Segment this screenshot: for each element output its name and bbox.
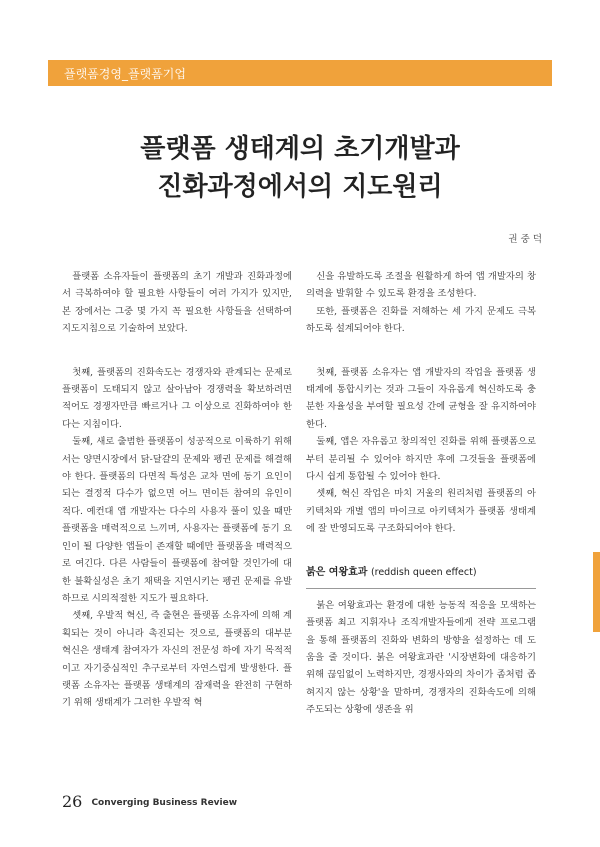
section-header-bar	[48, 60, 552, 86]
title-line-1: 플랫폼 생태계의 초기개발과	[140, 134, 460, 164]
page-footer	[62, 792, 237, 811]
paragraph: 첫째, 플랫폼 소유자는 앱 개발자의 작업을 플랫폼 생태계에 통합시키는 것과 그들이 자유롭게 혁신하도록 충분한 자율성을 부여할 필요성 간에 균형을 잘 유지하여야 한다.	[306, 366, 536, 430]
subheading	[306, 564, 536, 582]
title-line-2: 진화과정에서의 지도원리	[157, 172, 443, 202]
paragraph: 붉은 여왕효과는 환경에 대한 능동적 적응을 모색하는 플랫폼 최고 지휘자나 조직개발자들에게 전략 프로그램을 통해 플랫폼의 진화와 변화의 방향을 설정하는 데 도움을 줄 것이다. 붉은 여왕효과란 '시장변화에 대응하기 위해 끊임없이 노력하지만, 경쟁사와의 차이가 좀처럼 좁혀지지 않는 상황'을 말하며, 경쟁자의 진화속도에 의해 주도되는 상황에 생존을 위	[306, 599, 536, 716]
paragraph: 셋째, 우발적 혁신, 즉 출현은 플랫폼 소유자에 의해 계획되는 것이 아니라 촉진되는 것으로, 플랫폼의 대부분 혁신은 생태계 참여자가 자신의 전문성 하에 자기 목적적이고 자기중심적인 추구로부터 자연스럽게 발생한다. 플랫폼 소유자는 플랫폼 생태계의 잠재력을 완전히 구현하기 위해 생태계가 그러한 우발적 혁	[62, 610, 292, 709]
paragraph: 둘째, 새로 출범한 플랫폼이 성공적으로 이륙하기 위해서는 양면시장에서 닭-달걀의 문제와 펭귄 문제를 해결해야 한다. 플랫폼의 다면적 특성은 교차 면에 동기 요인이 되는 결정적 다수가 없으면 어느 면이든 참여의 유인이 적다. 예컨대 앱 개발자는 다수의 사용자 풀이 있을 때만 플랫폼을 매력적으로 느끼며, 사용자는 플랫폼에 동기 요인이 될 다양한 앱들이 존재할 때에만 플랫폼을 매력적으로 여긴다. 다른 사람들이 플랫폼에 참여할 것인가에 대한 불확실성은 초기 채택을 지연시키는 펭귄 문제를 유발하므로 시의적절한 지도가 필요하다.	[62, 436, 292, 604]
edge-tab-marker	[593, 552, 600, 632]
paragraph: 신을 유발하도록 조절을 원활하게 하여 앱 개발자의 창의력을 발휘할 수 있도록 환경을 조성한다.	[306, 271, 536, 300]
paragraph: 플랫폼 소유자들이 플랫폼의 초기 개발과 진화과정에서 극복하여야 할 필요한 사항들이 여러 가지가 있지만, 본 장에서는 그중 몇 가지 꼭 필요한 사항들을 선택하여 지도지침으로 기술하여 보았다.	[62, 271, 292, 335]
paragraph: 셋째, 혁신 작업은 마치 거울의 원리처럼 플랫폼의 아키텍처와 개별 앱의 마이크로 아키텍처가 플랫폼 생태계에 잘 반영되도록 구조화되어야 한다.	[306, 488, 536, 535]
paragraph: 또한, 플랫폼은 진화를 저해하는 세 가지 문제도 극복하도록 설계되어야 한다.	[306, 305, 536, 335]
left-column	[62, 268, 292, 712]
section-label: 플랫폼경영_플랫폼기업	[64, 67, 186, 81]
article-title	[48, 130, 552, 206]
paragraph: 첫째, 플랫폼의 진화속도는 경쟁자와 관계되는 문제로 플랫폼이 도태되지 않고 살아남아 경쟁력을 확보하려면 적어도 경쟁자만큼 빠르거나 그 이상으로 진화하여야 한다는 지침이다.	[62, 366, 292, 430]
right-column	[306, 268, 536, 719]
paragraph: 둘째, 앱은 자유롭고 창의적인 진화를 위해 플랫폼으로부터 분리될 수 있어야 하지만 후에 그것들을 플랫폼에 다시 쉽게 통합될 수 있어야 한다.	[306, 436, 536, 483]
page-number: 26	[62, 792, 83, 811]
subheading-divider	[306, 588, 536, 589]
subheading-korean: 붉은 여왕효과	[306, 566, 368, 578]
subheading-english: (reddish queen effect)	[370, 566, 477, 578]
author-name: 권 중 덕	[508, 234, 542, 245]
publication-name: Converging Business Review	[91, 798, 238, 808]
